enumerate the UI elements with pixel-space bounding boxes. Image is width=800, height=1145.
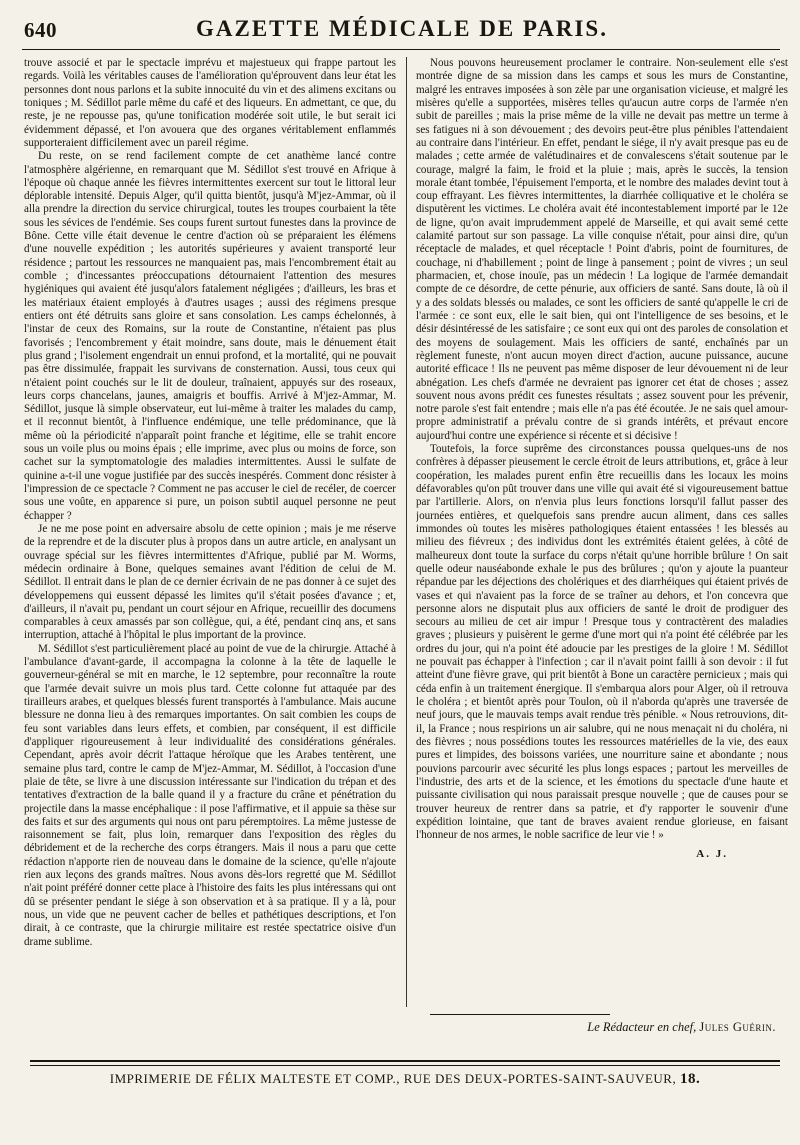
- paragraph: Du reste, on se rend facilement compte de cet anathème lancé contre l'atmosphère algérienne, en remarquant que M. Sédillot s'est trouvé en Afrique à l'époque où chaque année les fièvres intermittentes exercent sur tout le littoral leur déplorable intensité. Depuis Alger, qu'il quitta bientôt, jusqu'à M'jez-Ammar, où il alla prendre la direction du service chirurgical, toutes les troupes courbaient la tête sous les sévices de l'endémie. Ses coups furent surtout funestes dans la province de Bône. Cette ville était devenue le centre d'action où se préparaient les élémens d'une nouvelle expédition ; les autorités supérieures y avaient transporté leur résidence ; partout les ressources ne manquaient pas, mais l'encombrement était au comble ; d'incessantes préoccupations détournaient l'attention des mesures hygiéniques qui avaient été jusqu'alors fatalement négligées ; d'ailleurs, les bras et les matériaux étaient employés à d'autres usages ; aussi des régimens presque entiers ont été détruits sans gloire et sans consolation. Les camps échelonnés, à l'instar de ceux des Romains, sur la route de Constantine, n'étaient pas plus favorisés ; l'encombrement y était moindre, sans doute, mais le dénuement était plus grand ; l'isolement engendrait un ennui profond, et la mortalité, qui ne pouvait pas être dissimulée, frappait les survivans de consternation. Aussi, tous ceux qui n'étaient point couchés sur le lit de douleur, traînaient, appuyés sur des roseaux, leurs corps chancelans, jaunes, amaigris et bouffis. Arrivé à M'jez-Ammar, M. Sédillot, jusque là simple observateur, eut lui-même à traiter les malades du camp, et il reconnut bientôt, à l'influence endémique, une telle prédominance, que là même où la périodicité n'apparaît point franche et légitime, elle se trahit encore sous un voile plus ou moins épais ; elle imprime, avec plus ou moins de force, son cachet sur la symptomatologie des maladies intermittentes. Aussi le sulfate de quinine a-t-il une vogue justifiée par des succès inespérés. Comment donc résister à l'impression de ce spectacle ? Comment ne pas accuser le ciel de recéler, de coercer sous une voûte, en apparence si pure, un poison subtil auquel personne ne peut échapper ?: [24, 150, 396, 522]
- paragraph: Nous pouvons heureusement proclamer le contraire. Non-seulement elle s'est montrée digne de sa mission dans les camps et sous les murs de Constantine, malgré les entraves imposées à son zèle par une organisation vicieuse, et malgré les misères qu'elle a supportées, misères telles qu'aucun autre corps de l'armée n'en subit de pareilles ; mais la prise même de la ville ne devait pas mettre un terme à ses fatigues ni à son dévouement ; des devoirs peut-être plus pénibles l'attendaient au contraire dans l'intérieur. En effet, pendant le siége, il n'y avait presque pas eu de malades ; cette armée de valétudinaires et de convalescens s'était soutenue par le courage, malgré la faim, le froid et la pluie ; mais, après le succès, la tension morale étant tombée, l'épuisement l'emporta, et le nombre des malades devint tout à coup effrayant. Les fièvres intermittentes, la diarrhée colliquative et le choléra se disputèrent les victimes. Le choléra avait été incontestablement importé par le 12e de ligne, qu'on avait imprudemment appelé de Marseille, et qui avait semé cette calamité partout sur son passage. La ville conquise n'était, pour ainsi dire, qu'un réceptacle de malades, et quel réceptacle ! Point d'abris, point de fournitures, de couchage, ni d'habillement ; point de linge à pansement ; point de vivres ; un seul pharmacien, et, chose inouïe, pas un médecin ! La logique de l'armée demandait compte de ce désordre, de cette pénurie, aux officiers de santé. Sans doute, là où il y a des soldats blessés ou malades, ce sont les officiers de santé qu'appelle le cri de l'armée : ce sont eux, elle le sait bien, qui ont l'intelligence de ses besoins, et le désir désintéressé de les satisfaire ; ce sont eux qui ont des paroles de consolation et des moyens de soulagement. Mais les officiers de santé, enchaînés par un règlement funeste, n'ont aucun moyen direct d'action, aucune puissance, aucune autorité efficace ! Ils ne peuvent pas même disposer de leur dévouement ni de leur abnégation. Les chefs d'armée ne devraient pas ignorer cet état de choses ; assez souvent nous avons prédit ces funestes résultats ; assez souvent pour les prévenir, notre parole s'est fait entendre ; mais elle n'a pas été écoutée. Je ne sais quel amour-propre administratif a prévalu contre de si grands intérêts, et prévaut encore aujourd'hui contre une expérience si récente et si décisive !: [416, 57, 788, 442]
- printer-number: 18.: [679, 1071, 701, 1087]
- journal-title: GAZETTE MÉDICALE DE PARIS.: [196, 16, 608, 41]
- printer-line: IMPRIMERIE DE FÉLIX MALTESTE ET COMP., RUE DES DEUX-PORTES-SAINT-SAUVEUR,: [109, 1071, 677, 1086]
- page-number: 640: [24, 18, 57, 42]
- article-signature: A. J.: [696, 848, 728, 861]
- paragraph: Toutefois, la force suprême des circonstances poussa quelques-uns de nos confrères à dépasser pieusement le cercle étroit de leurs attributions, et, grâce à leur coopération, les malades purent enfin être recueillis dans les locaux les moins défavorables qu'on pût trouver dans une ville qui avait été si vigoureusement battue par l'artillerie. Alors, on n'envia plus leurs fonctions lorsqu'il fallut passer des journées entières, et quelquefois sans prendre aucun aliment, dans ces salles immondes où toutes les misères pathologiques étaient entassées ! les blessés au milieu des fiévreux ; des individus dont les extrémités étaient gelées, à côté de malheureux dont toute la surface du corps n'était qu'une horrible brûlure ! On sait quelle odeur nauséabonde exhale le pus des brûlures ; qu'on y ajoute la puanteur répandue par les déjections des cholériques et des diarrhéiques qui étaient privés de vases et qui n'avaient pas la force de se traîner au dehors, et l'on concevra que personne alors ne disputait plus aux officiers de santé le droit de prodiguer des secours au milieu de cet air impur ! Presque tous y contractèrent des maladies graves ; plusieurs y puisèrent le germe d'une mort qui n'a point été célébrée par les ordres du jour, qui n'a point été adoucie par les prestiges de la gloire ! M. Sédillot ne pouvait pas échapper à l'infection ; car il n'avait point failli à son devoir : il fut atteint d'une fièvre grave, qui prit bientôt à Bone un caractère pernicieux ; mais qui céda enfin à un traitement énergique. Il s'embarqua alors pour Alger, où il retrouva le choléra ; et bientôt après pour Toulon, où il n'aborda qu'après une traversée de neuf jours, que le mauvais temps avait rendue très pénible. « Nous retrouvions, dit-il, la France ; nous respirions un air salubre, qui ne nous menaçait ni du choléra, ni des fièvres ; nous possédions toutes les ressources matérielles de la vie, des eaux pures et limpides, des boissons variées, une nourriture saine et abondante ; nous pouvions parcourir avec sécurité les plus longs espaces ; partout les merveilles de l'industrie, des arts et de la science, et les émotions du spectacle d'une haute et puissante civilisation qui nous paraissait presque nouvelle ; que de causes pour se trouver heureux de rentrer dans sa patrie, et d'y rapporter le souvenir d'une expédition lointaine, que tant de braves avaient rendue glorieuse, en faisant l'honneur de nos armes, le noble sacrifice de leur vie ! »: [416, 443, 788, 842]
- right-column: [416, 57, 788, 1007]
- paragraph: Je ne me pose point en adversaire absolu de cette opinion ; mais je me réserve de la reprendre et de la discuter plus à propos dans un autre article, en analysant un ouvrage spécial sur les fièvres intermittentes d'Afrique, publié par M. Worms, médecin ordinaire à Bone, quelques semaines avant l'édition de celui de M. Sédillot. Il entrait dans le plan de ce dernier écrivain de ne pas donner à ce sujet des développemens qui eussent dépassé les limites qu'il s'était posées d'avance ; et, d'ailleurs, il n'avait pu, pendant un court séjour en Afrique, recueillir des documens comparables à ceux amassés par son collègue, qui, a été, pendant cinq ans, et sans interruption, attaché à l'hôpital le plus important de la province.: [24, 522, 396, 642]
- editor-role: Le Rédacteur en chef,: [587, 1020, 697, 1034]
- left-column: [24, 57, 396, 1007]
- article-columns: [24, 57, 788, 1007]
- footer-rule: [30, 1060, 780, 1066]
- paragraph: M. Sédillot s'est particulièrement placé au point de vue de la chirurgie. Attaché à l'ambulance d'avant-garde, il accompagna la colonne à la tête de laquelle le gouverneur-général se mit en marche, le 12 septembre, pour reconnaître la route que l'armée devait suivre un mois plus tard. Cette colonne fut attaquée par des tirailleurs arabes, et quelques blessés furent transportés à l'ambulance. Mais aucune blessure ne donna lieu à des remarques importantes. On sait combien les coups de feu sont variables dans leurs effets, et combien, par conséquent, il est difficile d'appliquer rigoureusement à leur individualité des considérations générales. Cependant, après avoir décrit l'attaque héroïque que les Arabes tentèrent, une semaine plus tard, contre le camp de M'jez-Ammar, M. Sédillot, à l'occasion d'une plaie de tête, se livre à une discussion intéressante sur l'indication du trépan et des tentatives d'extraction de la balle quand il y a fracture du crâne et pénétration du projectile dans la masse encéphalique : il pose l'affirmative, et il appuie sa thèse sur des faits et sur des arguments qui nous ont paru péremptoires. La même justesse de raisonnement se fait, plus loin, remarquer dans l'exposition des règles du débridement et de la recherche des corps étrangers. Mais il nous a paru que cette rédaction n'apporte rien de nouveau dans le domaine de la science, qu'elle n'ajoute rien aux leçons des grands maîtres. Nous avons dès-lors regretté que M. Sédillot n'ait point préféré donner cette place à l'histoire des faits les plus intéressans qui ont dû se présenter pendant le siége à son observation et à sa pratique. Il y a là, pour nous, un vide que ne peuvent cacher de belles et pathétiques descriptions, et l'on dirait, à ce contraste, que la chirurgie militaire est restée spectatrice oisive d'un drame sublime.: [24, 642, 396, 948]
- page-header: [24, 14, 780, 48]
- paragraph: trouve associé et par le spectacle imprévu et majestueux qui frappe partout les regards. Voilà les véritables causes de l'amélioration qu'éprouvent dans leur état les personnes dont nous parlons et la subite innocuité du vin et des alimens excitans ou toniques ; M. Sédillot parle même du café et des liqueurs. En admettant, ce que, du reste, je ne repousse pas, qu'une tonification modérée soit utile, le but serait ici évidemment dépassé, et l'on avouera que des organes véritablement enflammés supporteraient difficilement avec un pareil régime.: [24, 57, 396, 149]
- column-divider: [406, 57, 407, 1007]
- editor-credit: [587, 1020, 776, 1035]
- signature-rule: [430, 1014, 610, 1015]
- printer-imprint: [30, 1071, 780, 1088]
- header-rule: [22, 49, 780, 50]
- editor-name: Jules Guérin.: [699, 1020, 776, 1034]
